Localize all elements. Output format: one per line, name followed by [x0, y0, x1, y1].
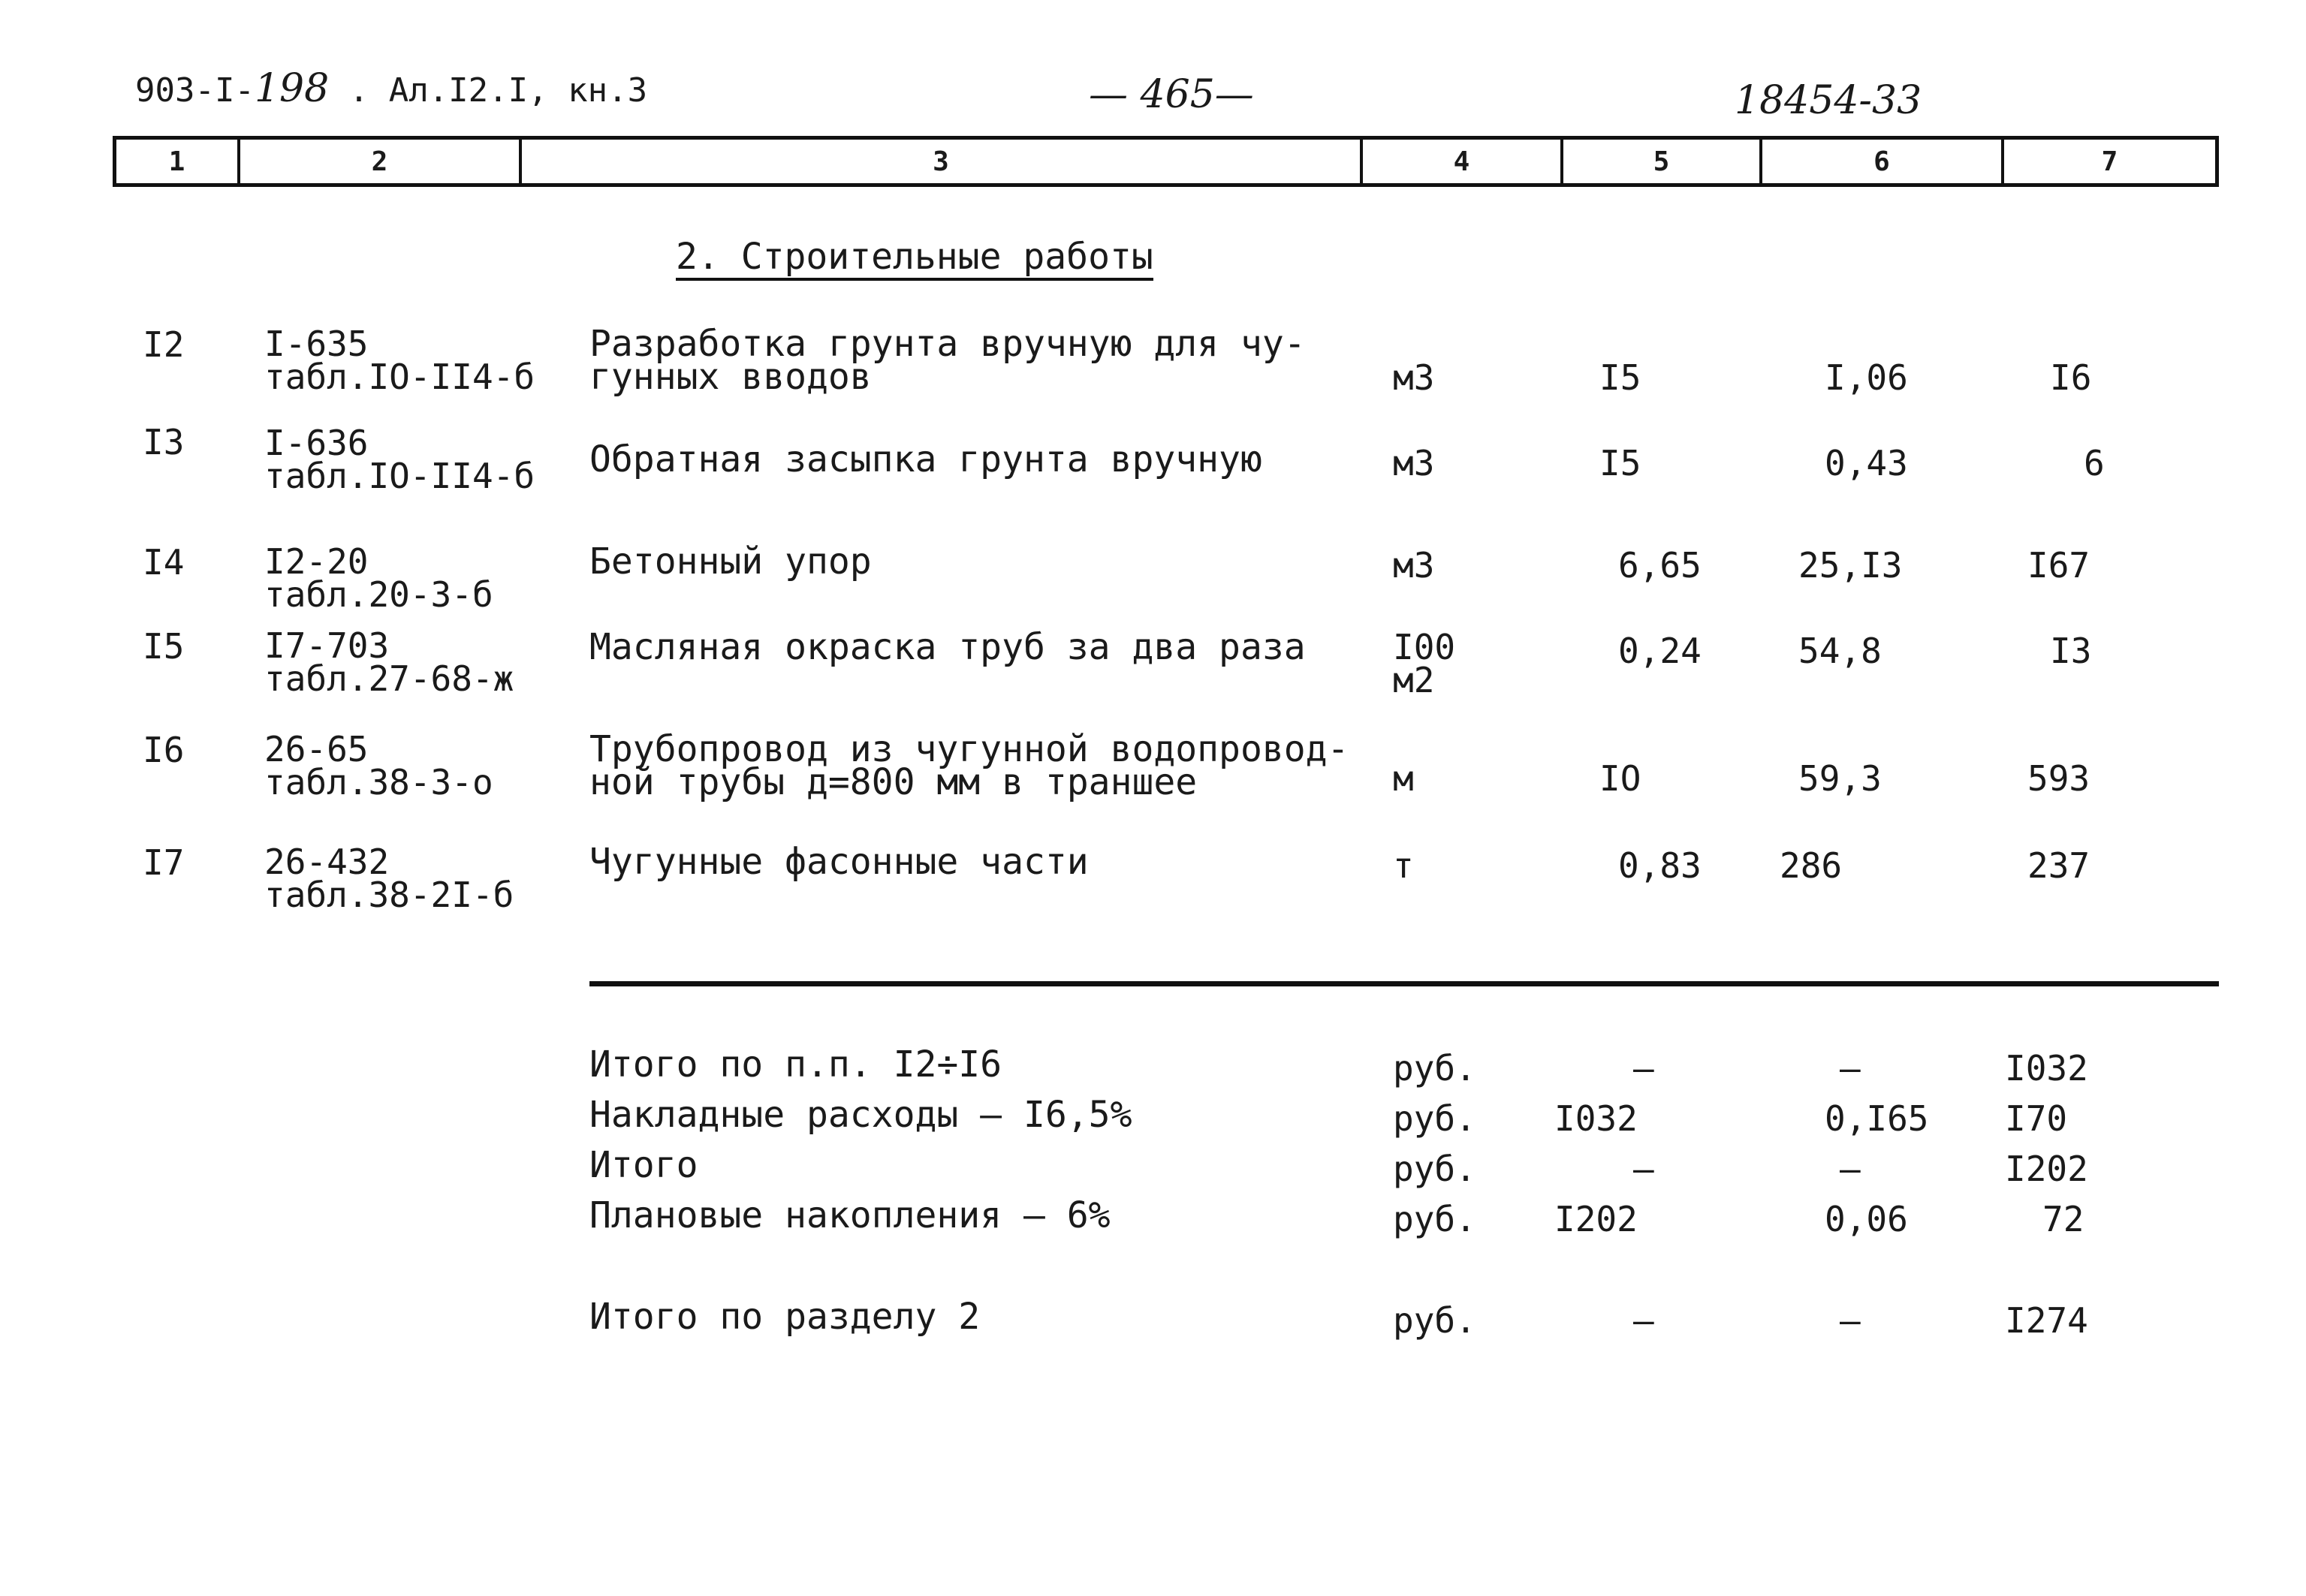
quantity: 6,65: [1618, 545, 1702, 586]
document-code-handwritten: 198: [254, 66, 330, 111]
unit-price: 54,8: [1798, 631, 1882, 671]
totals-rate: 0,I65: [1825, 1098, 1929, 1139]
totals-base: I032: [1554, 1098, 1638, 1139]
totals-base: –: [1633, 1149, 1654, 1189]
totals-base: –: [1633, 1300, 1654, 1341]
work-name-line: гунных вводов: [589, 356, 872, 398]
unit-price: 0,43: [1825, 443, 1908, 483]
page-number: — 465—: [1089, 72, 1254, 117]
column-number: 3: [522, 140, 1363, 183]
totals-sum: I274: [2005, 1300, 2088, 1341]
work-name-line: Обратная засыпка грунта вручную: [589, 438, 1262, 480]
unit-price: 25,I3: [1798, 545, 1903, 586]
column-number: 2: [240, 140, 522, 183]
column-number: 6: [1762, 140, 2004, 183]
rate-code-number: I-635: [264, 324, 369, 364]
totals-label: Плановые накопления – 6%: [589, 1194, 1111, 1236]
section-title: 2. Строительные работы: [676, 240, 1153, 281]
column-number: 7: [2101, 146, 2118, 177]
totals-sum: I032: [2005, 1048, 2088, 1089]
unit-price: I,06: [1825, 357, 1908, 398]
total-cost: I67: [2027, 545, 2090, 586]
rate-code: [264, 324, 535, 397]
document-code: [135, 66, 647, 111]
row-number: I2: [143, 324, 185, 365]
rate-code-table: табл.IO-II4-б: [264, 456, 535, 496]
work-name: [589, 626, 1306, 668]
unit: м3: [1393, 357, 1435, 398]
rate-code-number: I7-703: [264, 625, 390, 666]
total-cost: 593: [2027, 758, 2090, 799]
rate-code-table: табл.27-68-ж: [264, 658, 514, 699]
unit: м3: [1393, 443, 1435, 483]
totals-unit: руб.: [1393, 1048, 1476, 1089]
totals-label: Итого по разделу 2: [589, 1296, 981, 1338]
totals-sum: I70: [2005, 1098, 2068, 1139]
rate-code: [264, 625, 514, 699]
rate-code-table: табл.20-3-б: [264, 574, 493, 615]
work-name-line: Трубопровод из чугунной водопровод-: [589, 728, 1349, 770]
totals-rate: –: [1840, 1149, 1861, 1189]
document-code-suffix: . Ал.I2.I, кн.3: [348, 71, 648, 110]
totals-unit: руб.: [1393, 1149, 1476, 1189]
totals-unit: руб.: [1393, 1098, 1476, 1139]
row-number: I3: [143, 422, 185, 462]
rate-code-table: табл.38-3-о: [264, 762, 493, 803]
rate-code: [264, 423, 535, 496]
row-number: I7: [143, 842, 185, 883]
totals-rate: –: [1840, 1300, 1861, 1341]
work-name: [589, 323, 1306, 398]
totals-sum: I202: [2005, 1149, 2088, 1189]
work-name: [589, 541, 872, 583]
row-number: I4: [143, 542, 185, 583]
total-cost: I6: [2050, 357, 2092, 398]
document-code-prefix: 903-I-: [135, 71, 255, 110]
column-number: 1: [116, 140, 240, 183]
work-name: [589, 728, 1349, 803]
quantity: I5: [1599, 443, 1641, 483]
rate-code-table: табл.IO-II4-б: [264, 357, 535, 397]
totals-unit: руб.: [1393, 1199, 1476, 1239]
rate-code: [264, 729, 493, 803]
row-number: I5: [143, 626, 185, 667]
quantity: IO: [1599, 758, 1641, 799]
rate-code: [264, 541, 493, 615]
totals-base: –: [1633, 1048, 1654, 1089]
work-name: [589, 438, 1262, 480]
unit: т: [1393, 845, 1414, 886]
work-name-line: Чугунные фасонные части: [589, 841, 1089, 883]
unit-line: м2: [1393, 660, 1435, 700]
rate-code-number: I-636: [264, 423, 369, 463]
totals-label: Накладные расходы – I6,5%: [589, 1094, 1132, 1136]
quantity: I5: [1599, 357, 1641, 398]
rate-code-number: 26-432: [264, 842, 390, 882]
section-separator-line: [589, 981, 2219, 986]
quantity: 0,83: [1618, 845, 1702, 886]
rate-code-number: I2-20: [264, 541, 369, 582]
column-number: 5: [1563, 140, 1762, 183]
unit-line: I00: [1393, 627, 1456, 667]
totals-base: I202: [1554, 1199, 1638, 1239]
work-name-line: Масляная окраска труб за два раза: [589, 626, 1306, 668]
unit-price: 59,3: [1798, 758, 1882, 799]
unit-price: 286: [1780, 845, 1843, 886]
registration-number: 18454-33: [1735, 78, 1922, 123]
totals-rate: 0,06: [1825, 1199, 1908, 1239]
work-name-line: Бетонный упор: [589, 541, 872, 583]
unit: м: [1393, 758, 1414, 799]
rate-code-number: 26-65: [264, 729, 369, 769]
totals-label: Итого: [589, 1144, 698, 1186]
column-number: 4: [1363, 140, 1563, 183]
total-cost: I3: [2050, 631, 2092, 671]
totals-rate: –: [1840, 1048, 1861, 1089]
rate-code-table: табл.38-2I-б: [264, 875, 514, 915]
totals-unit: руб.: [1393, 1300, 1476, 1341]
total-cost: 6: [2084, 443, 2105, 483]
unit: [1393, 627, 1456, 700]
totals-label: Итого по п.п. I2÷I6: [589, 1043, 1002, 1086]
column-number-bar: [113, 136, 2219, 187]
work-name-line: ной трубы д=800 мм в траншее: [589, 761, 1198, 803]
work-name: [589, 841, 1089, 883]
total-cost: 237: [2027, 845, 2090, 886]
quantity: 0,24: [1618, 631, 1702, 671]
unit: м3: [1393, 545, 1435, 586]
row-number: I6: [143, 730, 185, 770]
rate-code: [264, 842, 514, 915]
work-name-line: Разработка грунта вручную для чу-: [589, 323, 1306, 365]
totals-sum: 72: [2042, 1199, 2084, 1239]
